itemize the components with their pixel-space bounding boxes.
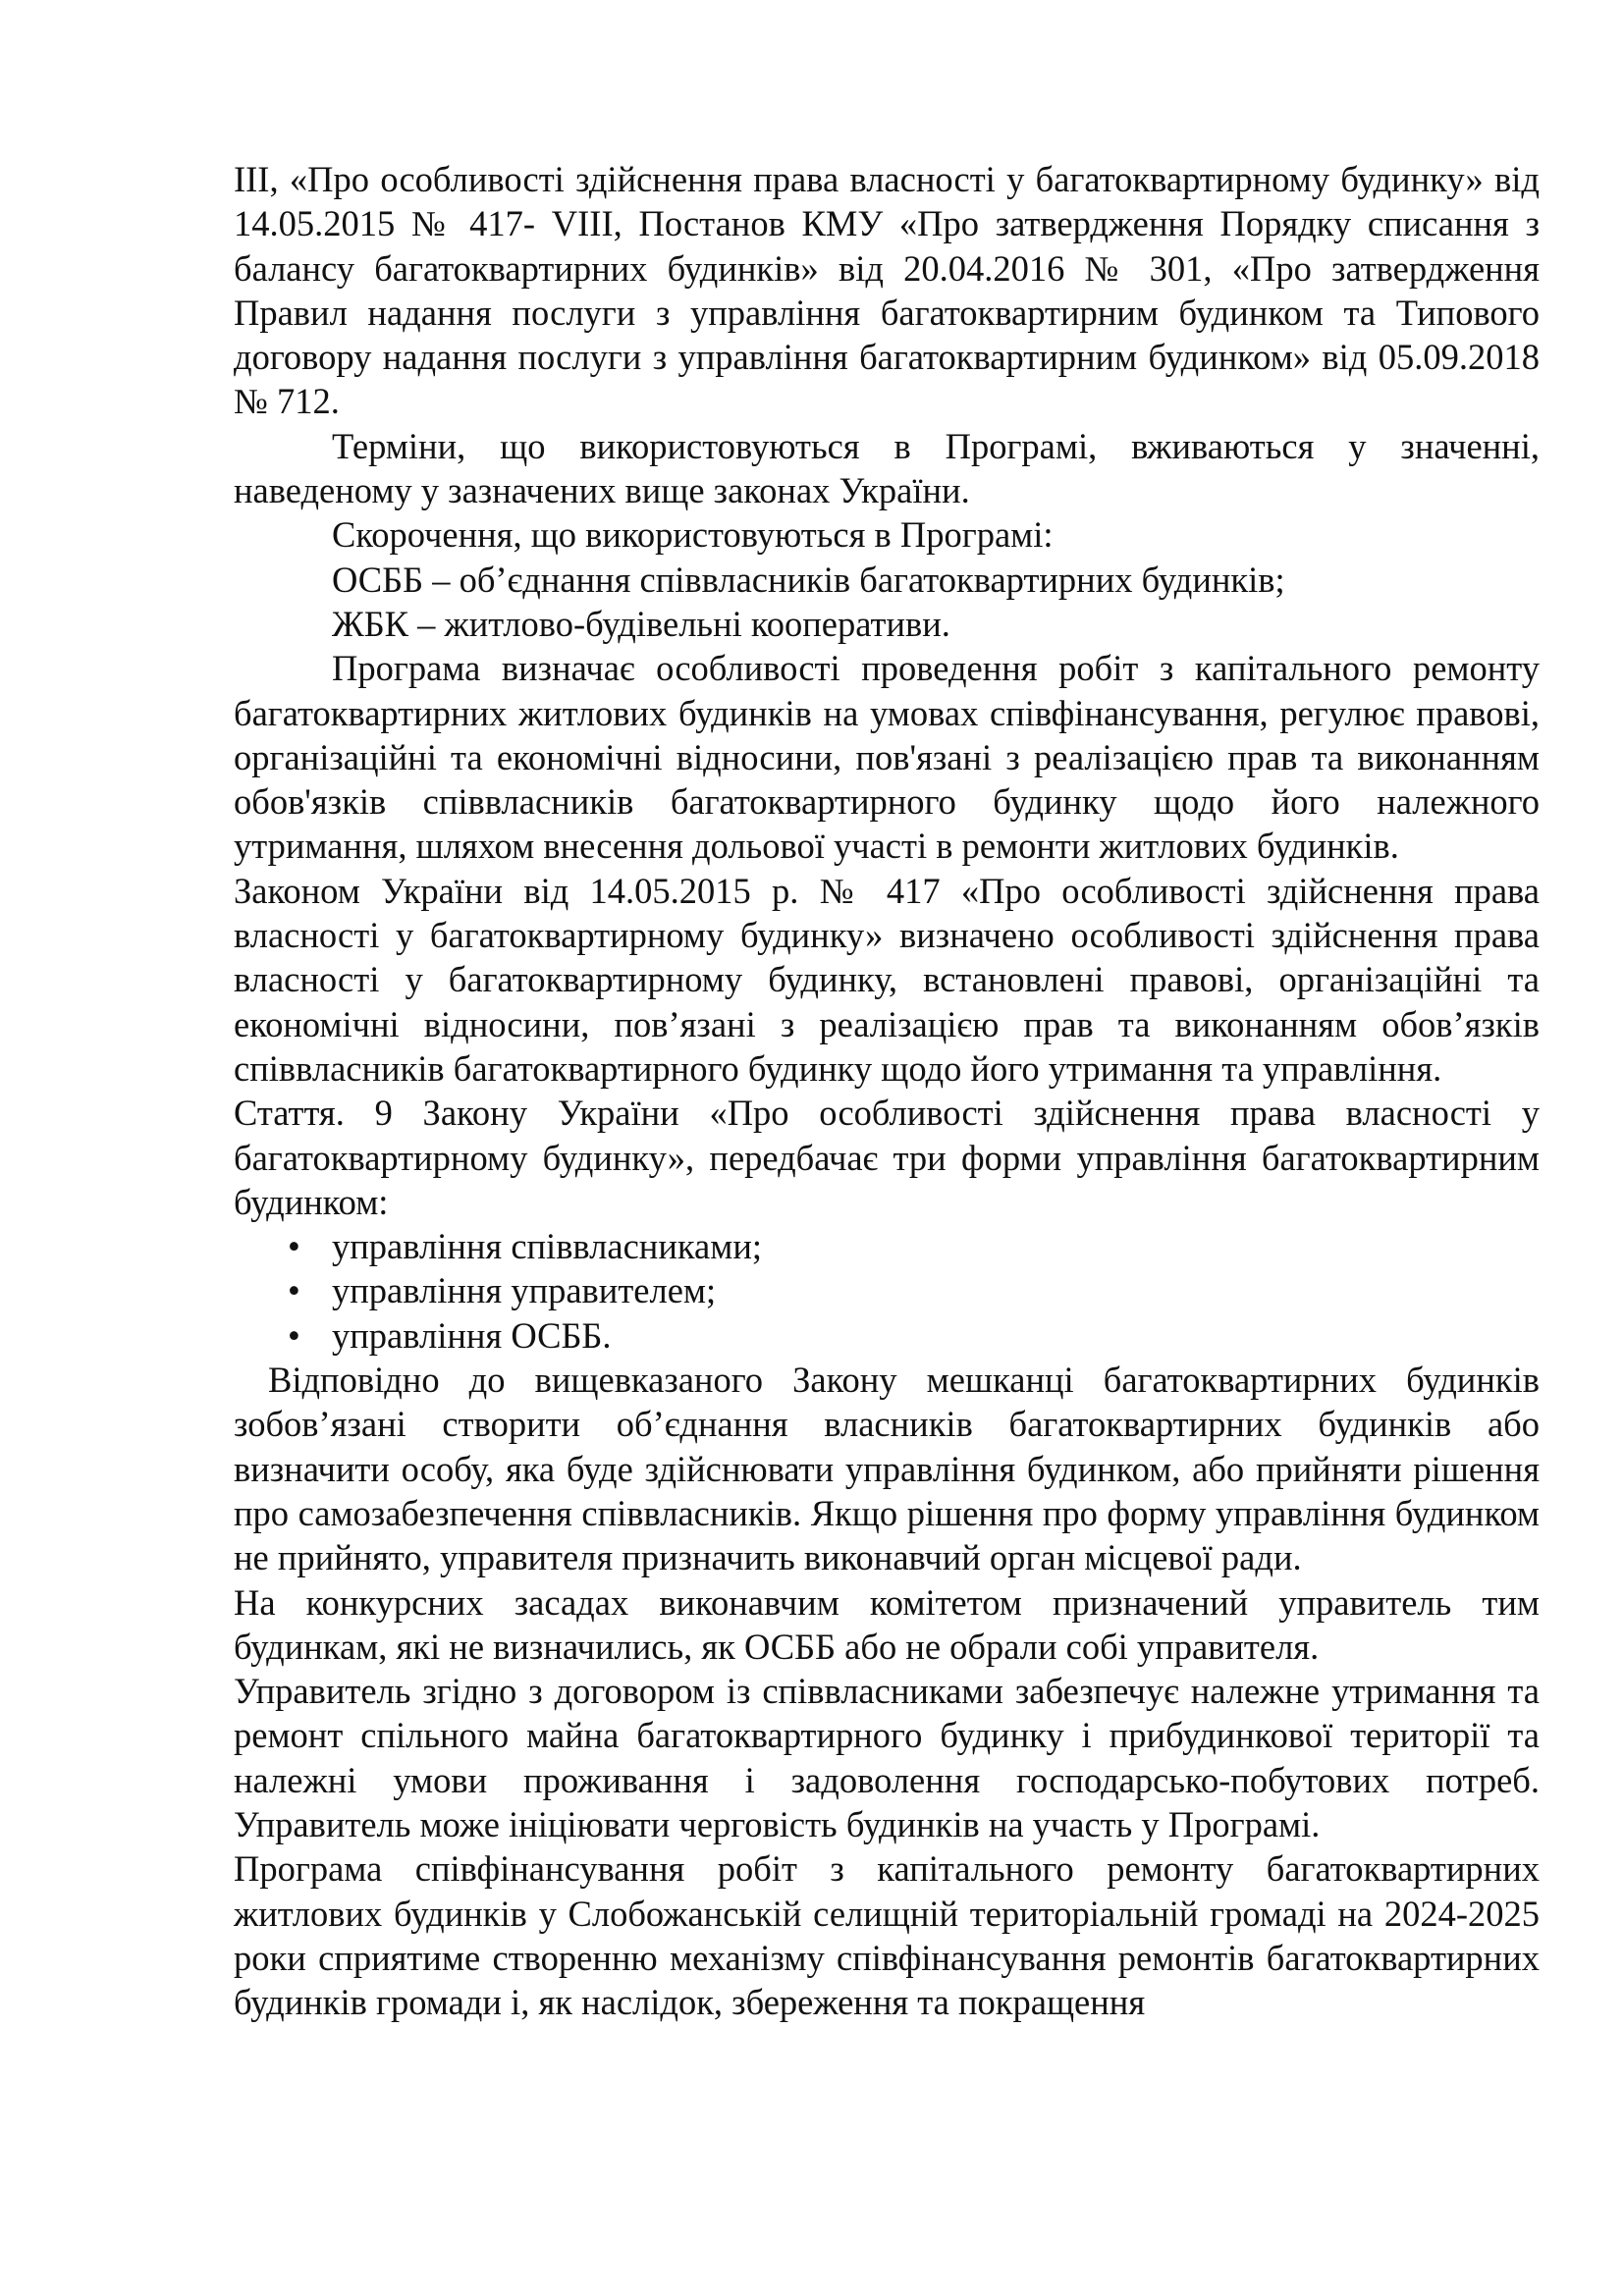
paragraph-competitive-basis: На конкурсних засадах виконавчим комітетом призначений управитель тим будинкам, які не визначились, як ОСББ або не обрали собі управителя. <box>234 1581 1540 1667</box>
bullet-marker: • <box>288 1314 300 1356</box>
paragraph-legal-references: ІІІ, «Про особливості здійснення права власності у багатоквартирному будинку» від 14.05.2015 № 417- VІІІ, Постанов КМУ «Про затвердження Порядку списання з балансу багатоквартирних будинків» від 20.04.2016 № 301, «Про затвердження Правил надання послуги з управління багатоквартирним будинком та Типового договору надання послуги з управління багатоквартирним будинком» від 05.09.2018 № 712. <box>234 159 1540 422</box>
document-page <box>234 157 1540 2024</box>
list-item <box>234 1268 1540 1312</box>
paragraph-abbreviations-heading: Скорочення, що використовуються в Програмі: <box>332 514 1054 556</box>
list-item <box>234 1313 1540 1358</box>
list-item <box>234 1224 1540 1268</box>
list-item-text: управління ОСББ. <box>332 1314 612 1356</box>
abbreviation-osbb: ОСББ – об’єднання співвласників багатоквартирних будинків; <box>332 559 1285 600</box>
paragraph-residents-obligations: Відповідно до вищевказаного Закону мешканці багатоквартирних будинків зобов’язані створити об’єднання власників багатоквартирних будинків або визначити особу, яка буде здійснювати управління будинком, або прийняти рішення про самозабезпечення співвласників. Якщо рішення про форму управління будинком не прийнято, управителя призначить виконавчий орган місцевої ради. <box>234 1360 1540 1578</box>
paragraph-law-417: Законом України від 14.05.2015 р. № 417 «Про особливості здійснення права власності у багатоквартирному будинку» визначено особливості здійснення права власності у багатоквартирному будинку, встановлені правові, організаційні та економічні відносини, пов’язані з реалізацією прав та виконанням обов’язків співвласників багатоквартирного будинку щодо його утримання та управління. <box>234 870 1540 1089</box>
management-forms-list <box>234 1224 1540 1358</box>
list-item-text: управління управителем; <box>332 1270 717 1311</box>
paragraph-manager-duties: Управитель згідно з договором із співвласниками забезпечує належне утримання та ремонт спільного майна багатоквартирного будинку і прибудинкової території та належні умови проживання і задоволення господарсько-побутових потреб. Управитель може ініціювати черговість будинків на участь у Програмі. <box>234 1671 1540 1844</box>
paragraph-program-cofinancing: Програма співфінансування робіт з капітального ремонту багатоквартирних житлових будинків у Слобожанській селищній територіальній громаді на 2024-2025 роки сприятиме створенню механізму співфінансування ремонтів багатоквартирних будинків громади і, як наслідок, збереження та покращення <box>234 1848 1540 2023</box>
paragraph-terms: Терміни, що використовуються в Програмі, вживаються у значенні, наведеному у зазначених вище законах України. <box>234 425 1540 511</box>
paragraph-article-9: Стаття. 9 Закону України «Про особливості здійснення права власності у багатоквартирному будинку», передбачає три форми управління багатоквартирним будинком: <box>234 1093 1540 1222</box>
paragraph-program-scope: Програма визначає особливості проведення робіт з капітального ремонту багатоквартирних житлових будинків на умовах співфінансування, регулює правові, організаційні та економічні відносини, пов'язані з реалізацією прав та виконанням обов'язків співвласників багатоквартирного будинку щодо його належного утримання, шляхом внесення дольової участі в ремонти житлових будинків. <box>234 648 1540 867</box>
bullet-marker: • <box>288 1226 300 1267</box>
list-item-text: управління співвласниками; <box>332 1226 763 1267</box>
abbreviation-zhbk: ЖБК – житлово-будівельні кооперативи. <box>332 603 950 644</box>
bullet-marker: • <box>288 1270 300 1311</box>
